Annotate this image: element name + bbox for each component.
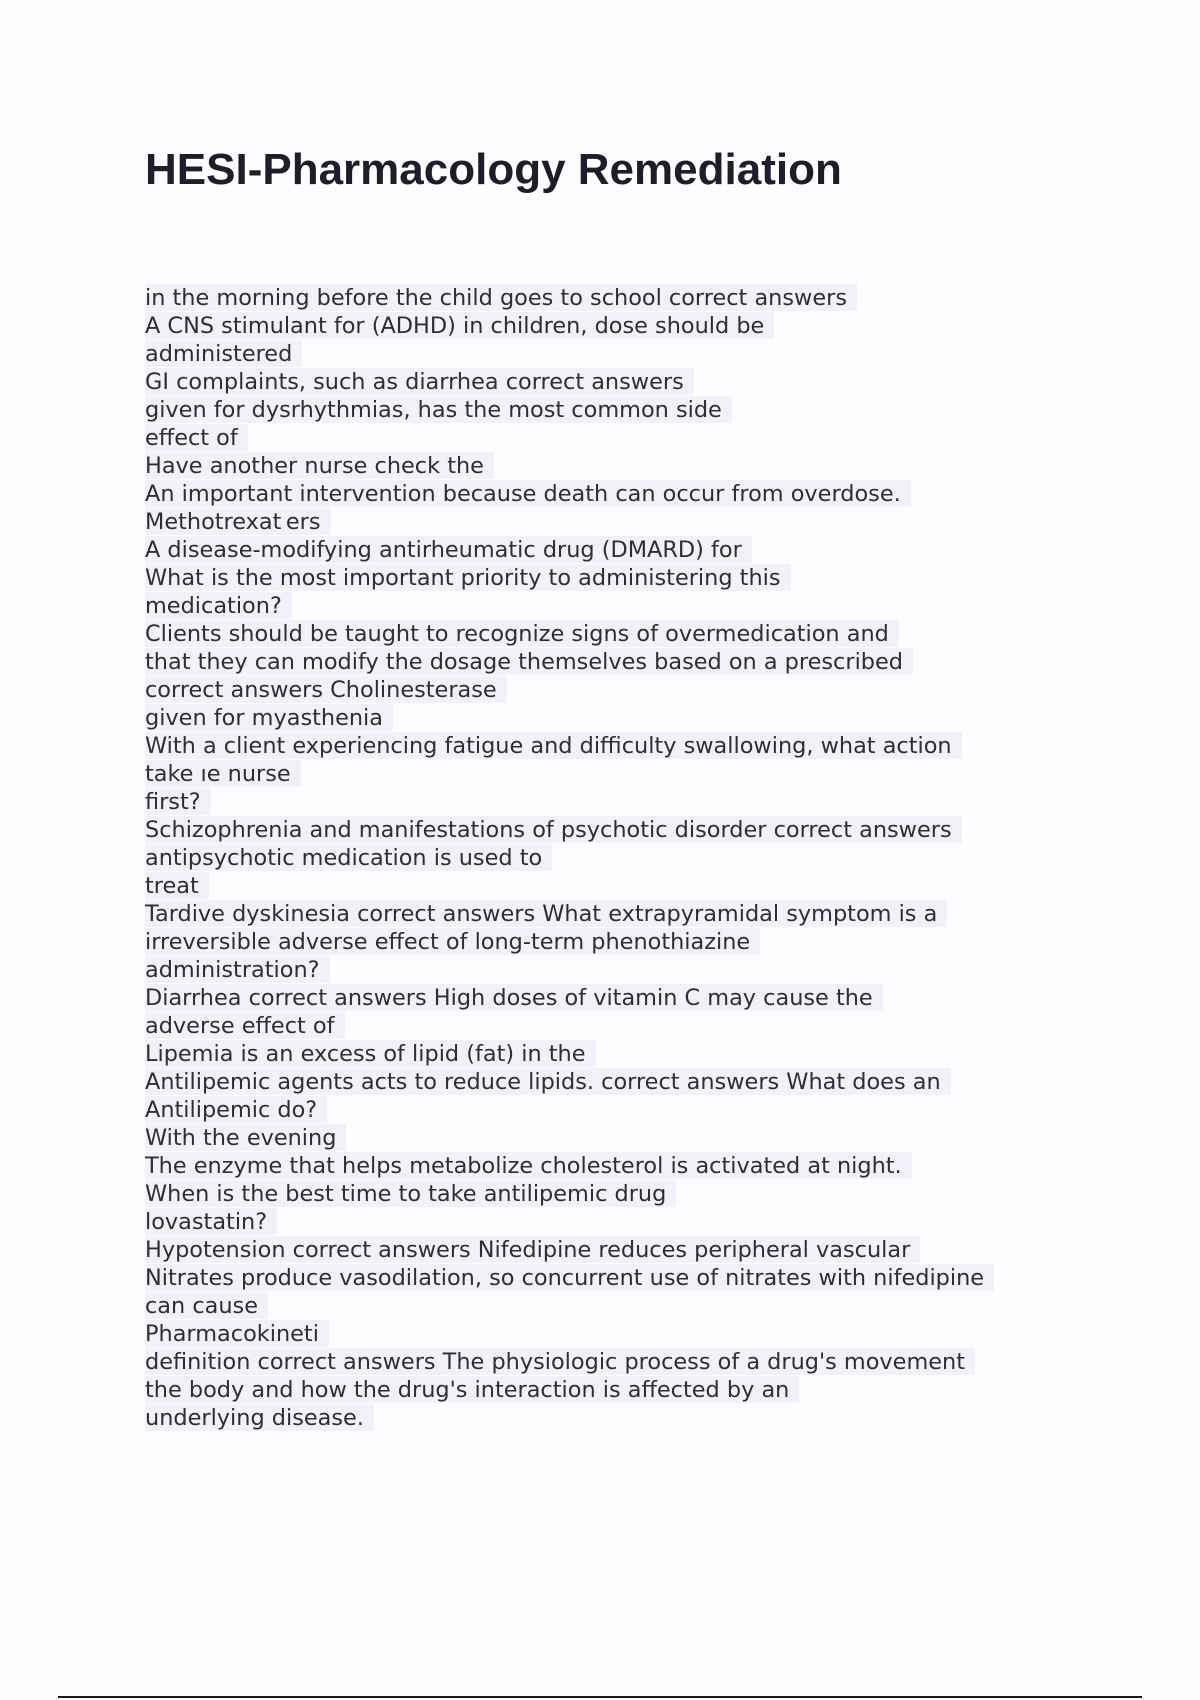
text-line (145, 396, 1145, 424)
text-line-content: Pharmacokineti (145, 1321, 329, 1347)
text-line (145, 1096, 1145, 1124)
text-line (145, 676, 1145, 704)
text-line-content: Antilipemic agents acts to reduce lipids. correct answers What does an (145, 1069, 951, 1095)
text-line-content: irreversible adverse effect of long-term phenothiazine (145, 929, 760, 955)
text-line-content: in the morning before the child goes to school correct answers (145, 285, 857, 311)
text-line-content: Antilipemic do? (145, 1097, 327, 1123)
text-line (145, 508, 1145, 536)
text-line (145, 984, 1145, 1012)
text-line-content: GI complaints, such as diarrhea correct answers (145, 369, 694, 395)
text-line-content: A disease-modifying antirheumatic drug (DMARD) for (145, 537, 752, 563)
text-line-content: Schizophrenia and manifestations of psychotic disorder correct answers (145, 817, 962, 843)
text-line (145, 1320, 1145, 1348)
text-line (145, 1264, 1145, 1292)
text-line-content: With the evening (145, 1125, 346, 1151)
text-line (145, 368, 1145, 396)
text-line (145, 1152, 1145, 1180)
text-line (145, 340, 1145, 368)
text-line-content: given for myasthenia (145, 705, 393, 731)
text-line (145, 1348, 1145, 1376)
text-line (145, 1012, 1145, 1040)
text-line (145, 928, 1145, 956)
text-line (145, 424, 1145, 452)
text-line-content: When is the best time to take antilipemic drug (145, 1181, 676, 1207)
text-line (145, 1236, 1145, 1264)
text-line-content: Methotrexat ers (145, 509, 331, 535)
text-line (145, 1068, 1145, 1096)
text-line (145, 564, 1145, 592)
text-line-content: Have another nurse check the (145, 453, 494, 479)
text-line (145, 312, 1145, 340)
text-line (145, 704, 1145, 732)
text-line (145, 732, 1145, 760)
text-line (145, 816, 1145, 844)
text-line-content: The enzyme that helps metabolize cholesterol is activated at night. (145, 1153, 912, 1179)
text-line-content: What is the most important priority to administering this (145, 565, 791, 591)
text-line-content: take ıe nurse (145, 761, 301, 787)
text-line (145, 480, 1145, 508)
text-line (145, 1404, 1145, 1432)
text-line-content: A CNS stimulant for (ADHD) in children, dose should be (145, 313, 774, 339)
text-line (145, 1040, 1145, 1068)
text-line-content: can cause (145, 1293, 268, 1319)
text-line-content: correct answers Cholinesterase (145, 677, 507, 703)
text-line (145, 760, 1145, 788)
text-line-content: Nitrates produce vasodilation, so concurrent use of nitrates with nifedipine (145, 1265, 994, 1291)
text-line (145, 900, 1145, 928)
text-line-content: the body and how the drug's interaction is affected by an (145, 1377, 799, 1403)
text-line (145, 844, 1145, 872)
text-line-content: treat (145, 873, 209, 899)
text-line-content: lovastatin? (145, 1209, 277, 1235)
text-line (145, 788, 1145, 816)
text-line (145, 536, 1145, 564)
text-line-content: underlying disease. (145, 1405, 374, 1431)
text-line-content: adverse effect of (145, 1013, 345, 1039)
text-line (145, 1292, 1145, 1320)
text-line (145, 592, 1145, 620)
text-line-content: With a client experiencing fatigue and difficulty swallowing, what action (145, 733, 962, 759)
text-line (145, 648, 1145, 676)
text-line-content: given for dysrhythmias, has the most common side (145, 397, 732, 423)
document-body (145, 284, 1145, 1432)
text-line-content: administration? (145, 957, 330, 983)
text-line-content: Clients should be taught to recognize signs of overmedication and (145, 621, 899, 647)
text-line (145, 452, 1145, 480)
footer-divider (58, 1696, 1142, 1698)
text-line-content: Hypotension correct answers Nifedipine reduces peripheral vascular (145, 1237, 920, 1263)
text-line (145, 620, 1145, 648)
text-line (145, 1208, 1145, 1236)
text-line-content: Lipemia is an excess of lipid (fat) in the (145, 1041, 596, 1067)
text-line-content: first? (145, 789, 211, 815)
text-line-content: antipsychotic medication is used to (145, 845, 552, 871)
text-line (145, 1124, 1145, 1152)
text-line-content: Tardive dyskinesia correct answers What extrapyramidal symptom is a (145, 901, 947, 927)
text-line-content: An important intervention because death can occur from overdose. (145, 481, 911, 507)
text-line (145, 1180, 1145, 1208)
text-line-content: definition correct answers The physiologic process of a drug's movement (145, 1349, 975, 1375)
text-line (145, 284, 1145, 312)
text-line-content: Diarrhea correct answers High doses of vitamin C may cause the (145, 985, 883, 1011)
text-line-content: medication? (145, 593, 292, 619)
text-line (145, 1376, 1145, 1404)
text-line (145, 872, 1145, 900)
text-line (145, 956, 1145, 984)
document-title: HESI-Pharmacology Remediation (145, 145, 842, 194)
text-line-content: effect of (145, 425, 248, 451)
text-line-content: that they can modify the dosage themselves based on a prescribed (145, 649, 913, 675)
text-line-content: administered (145, 341, 302, 367)
